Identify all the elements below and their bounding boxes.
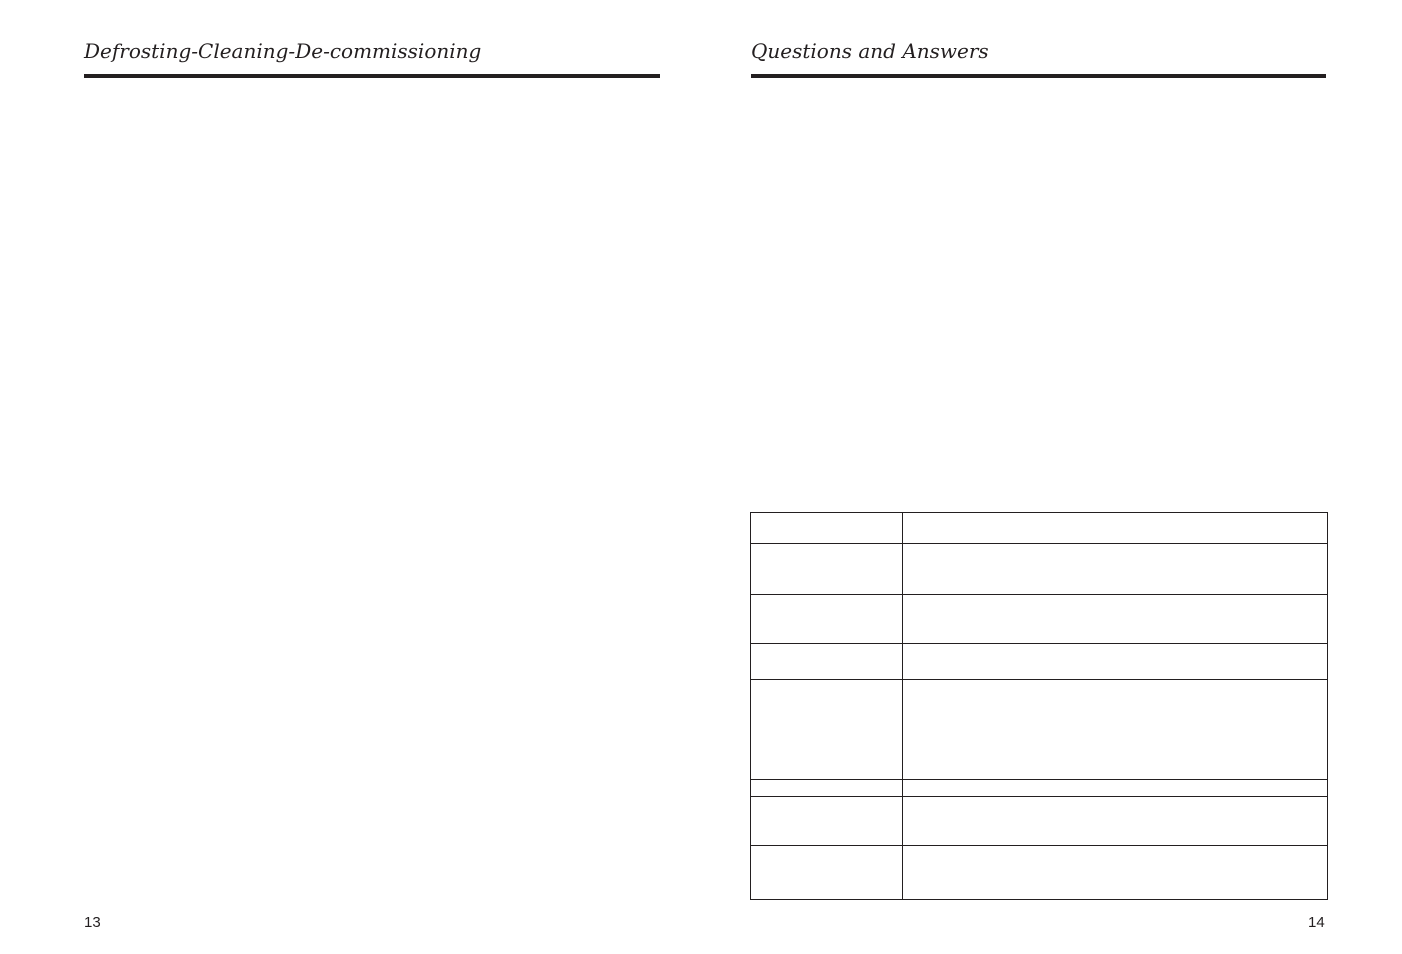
table-row <box>751 644 1328 680</box>
table-row <box>751 513 1328 544</box>
table-row <box>751 846 1328 900</box>
answer-cell <box>903 680 1328 780</box>
question-cell <box>751 780 903 797</box>
answer-cell <box>903 846 1328 900</box>
running-head-left: Defrosting-Cleaning-De-commissioning <box>84 39 482 63</box>
question-cell <box>751 797 903 846</box>
answer-cell <box>903 595 1328 644</box>
page-number-left: 13 <box>84 914 101 931</box>
header-rule-left <box>84 74 660 78</box>
question-cell <box>751 644 903 680</box>
table-row <box>751 780 1328 797</box>
answer-cell <box>903 797 1328 846</box>
table-row <box>751 544 1328 595</box>
running-head-right: Questions and Answers <box>751 39 989 63</box>
right-page <box>701 0 1402 954</box>
answer-cell <box>903 513 1328 544</box>
table-row <box>751 797 1328 846</box>
question-cell <box>751 846 903 900</box>
question-cell <box>751 595 903 644</box>
question-cell <box>751 513 903 544</box>
table-row <box>751 680 1328 780</box>
answer-cell <box>903 544 1328 595</box>
qa-table <box>750 512 1328 900</box>
question-cell <box>751 680 903 780</box>
answer-cell <box>903 780 1328 797</box>
table-row <box>751 595 1328 644</box>
header-rule-right <box>751 74 1326 78</box>
question-cell <box>751 544 903 595</box>
answer-cell <box>903 644 1328 680</box>
page-number-right: 14 <box>1308 914 1325 931</box>
